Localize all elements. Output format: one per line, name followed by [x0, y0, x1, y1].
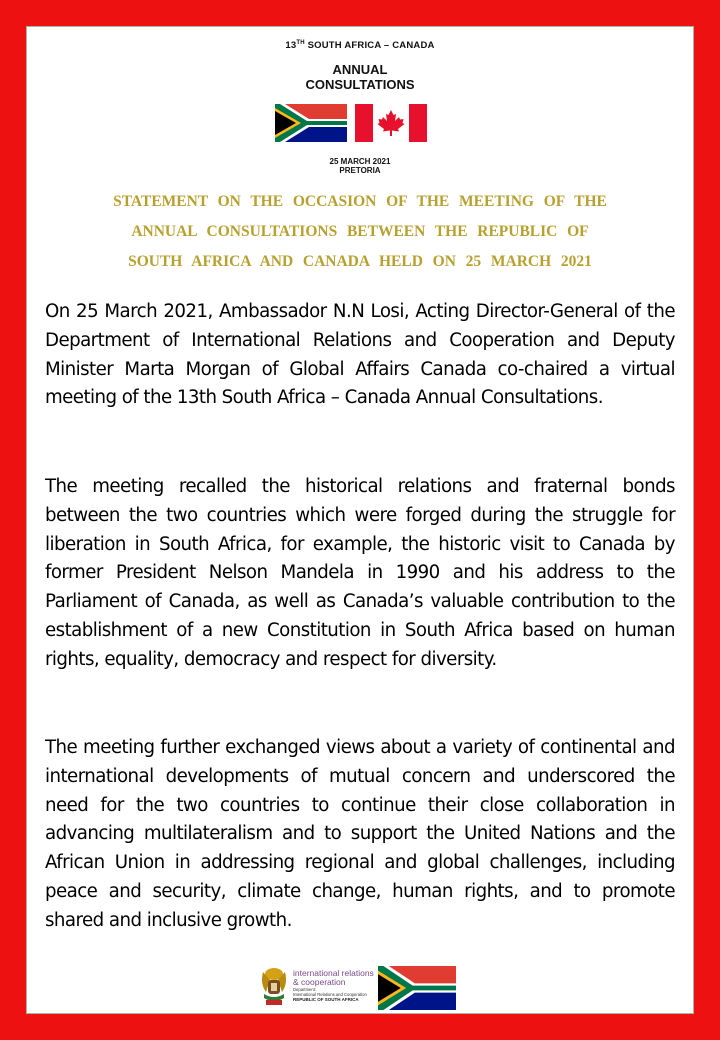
- dept-label: Department:: [293, 987, 317, 992]
- annual-consultations-title: [0, 62, 720, 92]
- consultation-suffix: TH: [296, 40, 305, 46]
- statement-title: [40, 187, 680, 277]
- coat-of-arms-icon: [258, 966, 290, 1008]
- org-name-line-1: international relations: [293, 968, 374, 978]
- country-name: REPUBLIC OF SOUTH AFRICA: [293, 997, 359, 1002]
- paragraph-3: The meeting further exchanged views about a variety of continental and international developments of mutual concern and underscored the need for the two countries to continue their close collaboration in advancing multilateralism and to support the United Nations and the African Union in addressing regional and global challenges, including peace and security, climate change, human rights, and to promote shared and inclusive growth.: [45, 737, 675, 931]
- consultation-countries: SOUTH AFRICA – CANADA: [304, 40, 435, 52]
- event-date: 25 MARCH 2021: [329, 157, 391, 166]
- statement-title-line-3: SOUTH AFRICA AND CANADA HELD ON 25 MARCH 2021: [128, 253, 592, 270]
- event-date-place: [0, 157, 720, 175]
- consultation-number: 13: [285, 40, 297, 52]
- statement-title-line-1: STATEMENT ON THE OCCASION OF THE MEETING OF THE: [113, 193, 607, 210]
- consultation-heading: [0, 40, 720, 51]
- statement-title-line-2: ANNUAL CONSULTATIONS BETWEEN THE REPUBLIC OF: [131, 223, 589, 240]
- dept-name: International Relations and Cooperation: [293, 992, 367, 997]
- paragraph-2: The meeting recalled the historical relations and fraternal bonds between the two countries which were forged during the struggle for liberation in South Africa, for example, the historic visit to Canada by former President Nelson Mandela in 1990 and his address to the Parliament of Canada, as well as Canada’s valuable contribution to the establishment of a new Constitution in South Africa based on human rights, equality, democracy and respect for diversity.: [45, 476, 675, 670]
- department-logo-text: [293, 969, 374, 1002]
- south-africa-flag-icon: [275, 104, 347, 142]
- title-line-1: ANNUAL: [332, 62, 388, 77]
- canada-flag-icon: [355, 104, 427, 142]
- paragraph-1: On 25 March 2021, Ambassador N.N Losi, Acting Director-General of the Department of International Relations and Cooperation and Deputy Minister Marta Morgan of Global Affairs Canada co-chaired a virtual meeting of the 13th South Africa – Canada Annual Consultations.: [45, 301, 675, 409]
- event-place: PRETORIA: [339, 166, 381, 175]
- south-africa-flag-footer-icon: [378, 966, 456, 1010]
- title-line-2: CONSULTATIONS: [305, 77, 415, 92]
- org-name-line-2: & cooperation: [293, 977, 346, 987]
